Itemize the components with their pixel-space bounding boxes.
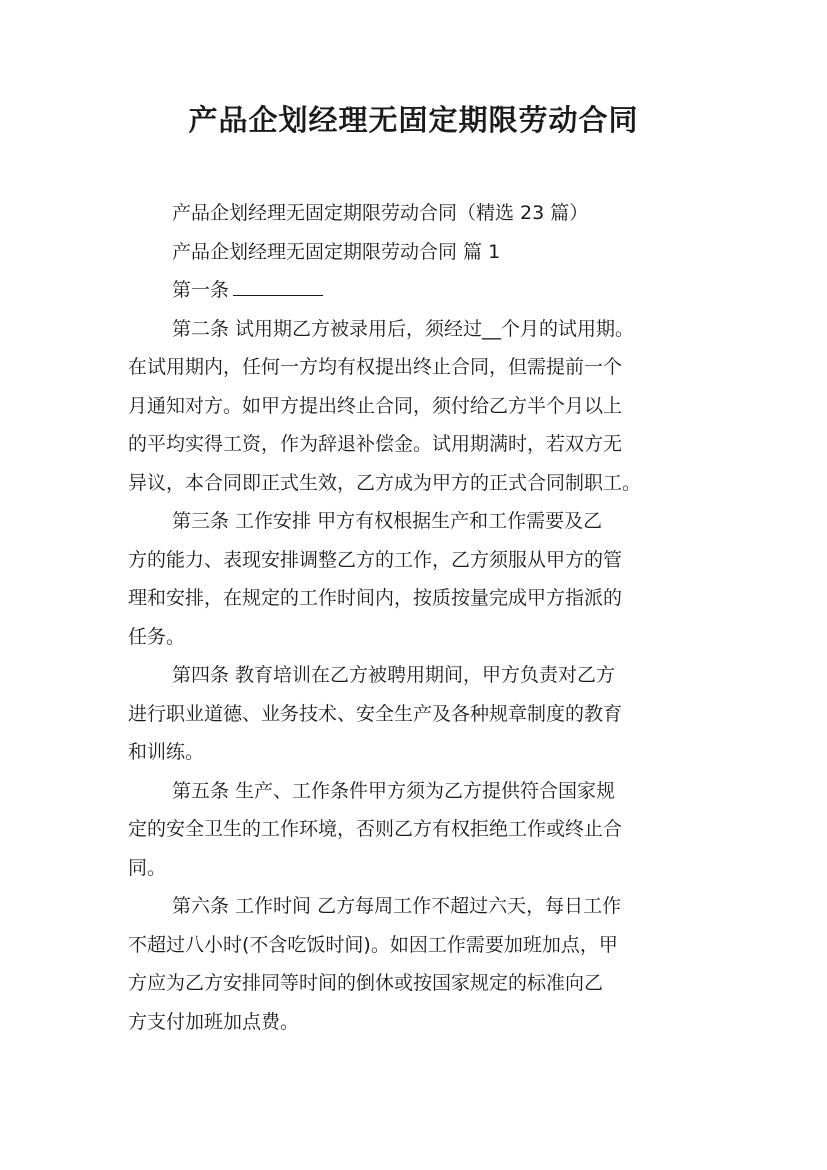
document-body (128, 194, 718, 1041)
body-line: 第四条 教育培训在乙方被聘用期间，甲方负责对乙方 (172, 664, 616, 686)
body-line: 不超过八小时(不含吃饭时间)。如因工作需要加班加点，甲 (128, 933, 618, 956)
body-line: 第二条 试用期乙方被录用后，须经过__个月的试用期。 (172, 317, 635, 340)
body-line: 第五条 生产、工作条件甲方须为乙方提供符合国家规 (172, 779, 616, 802)
subtitle-line: 产品企划经理无固定期限劳动合同（精选 23 篇） (172, 202, 589, 224)
fill-in-blank (233, 277, 323, 296)
body-line: 月通知对方。如甲方提出终止合同，须付给乙方半个月以上 (128, 394, 623, 417)
body-line: 第六条 工作时间 乙方每周工作不超过六天，每日工作 (172, 895, 622, 917)
article-1-label: 第一条 (172, 279, 230, 301)
body-line: 理和安排，在规定的工作时间内，按质按量完成甲方指派的 (128, 587, 623, 609)
body-line: 第三条 工作安排 甲方有权根据生产和工作需要及乙 (172, 510, 603, 532)
section-heading: 产品企划经理无固定期限劳动合同 篇 1 (172, 240, 501, 263)
body-line: 方支付加班加点费。 (128, 1010, 300, 1033)
body-line: 在试用期内，任何一方均有权提出终止合同，但需提前一个 (128, 356, 623, 378)
body-line: 方的能力、表现安排调整乙方的工作，乙方须服从甲方的管 (128, 548, 623, 571)
article-1-line (128, 271, 718, 310)
body-line: 定的安全卫生的工作环境，否则乙方有权拒绝工作或终止合 (128, 818, 623, 840)
body-line: 同。 (128, 856, 167, 879)
body-line: 的平均实得工资，作为辞退补偿金。试用期满时，若双方无 (128, 433, 623, 455)
body-line: 异议，本合同即正式生效，乙方成为甲方的正式合同制职工。 (128, 471, 642, 494)
body-line: 和训练。 (128, 741, 205, 763)
document-title: 产品企划经理无固定期限劳动合同 (188, 103, 639, 137)
body-line: 进行职业道德、业务技术、安全生产及各种规章制度的教育 (128, 702, 623, 725)
body-line: 方应为乙方安排同等时间的倒休或按国家规定的标准向乙 (128, 972, 604, 994)
body-line: 任务。 (128, 625, 186, 648)
